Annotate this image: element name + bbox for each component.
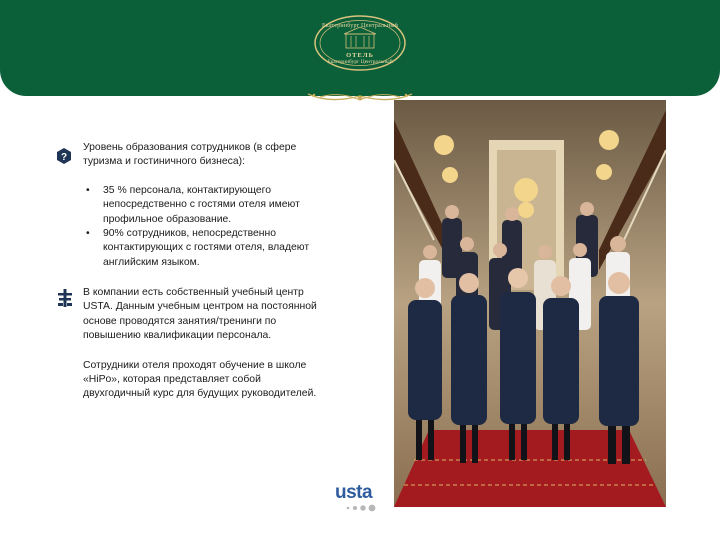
staff-group-photo — [394, 100, 666, 507]
logo-dots — [345, 504, 377, 512]
training-icon — [57, 288, 73, 308]
emblem-top-text: Екатеринбург Центральный — [321, 23, 399, 29]
hipo-text: Сотрудники отеля проходят обучение в школе «HiPo», которая представляет собой двухгодичный курс для будущих руководителей. — [83, 359, 317, 400]
emblem-bottom-text: Екатеринбург Центральный — [327, 59, 393, 65]
training-text: В компании есть собственный учебный центр USTA. Данным учебным центром на постоянной основе проводятся занятия/тренинги по повышению квалификации персонала. — [83, 287, 317, 342]
svg-text:?: ? — [60, 152, 68, 163]
education-bullet-list — [83, 184, 328, 270]
emblem-name-text: ОТЕЛЬ — [346, 52, 374, 59]
training-section — [83, 286, 328, 402]
usta-logo-text: usta — [335, 482, 373, 503]
usta-logo — [335, 482, 385, 512]
bullet-item: • 90% сотрудников, непосредственно контактирующих с гостями отеля, владеют английским языком. — [83, 227, 328, 270]
education-section — [83, 141, 328, 270]
bullet-item: • 35 % персонала, контактирующего непосредственно с гостями отеля имеют профильное образование. — [83, 184, 328, 227]
emblem-text-group — [313, 14, 407, 72]
education-heading: Уровень образования сотрудников (в сфере туризма и гостиничного бизнеса): — [83, 142, 297, 168]
question-icon — [55, 147, 73, 165]
